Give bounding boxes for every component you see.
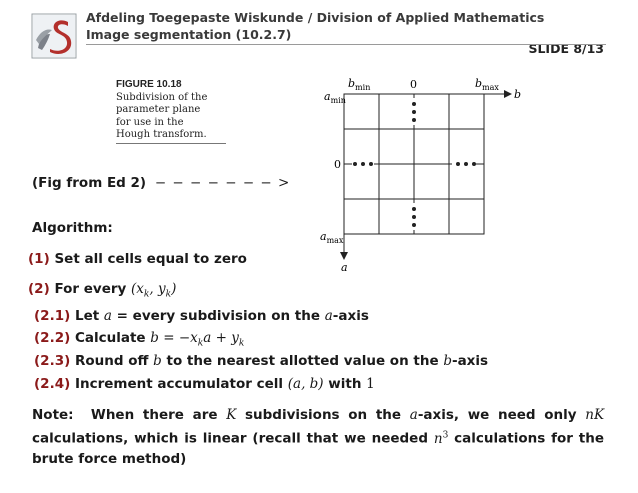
- figure-reference-text: (Fig from Ed 2): [32, 175, 147, 191]
- step-number: (1): [28, 251, 50, 267]
- header-section-title: Image segmentation (10.2.7): [86, 27, 292, 42]
- note-math: $n^3$: [433, 430, 449, 447]
- step-math: (a, b): [287, 376, 324, 392]
- header-divider: [86, 44, 606, 45]
- b-axis-arrow-icon: [504, 90, 512, 98]
- step-math: ($x_k$, $y_k$): [131, 281, 177, 300]
- step-number: (2.1): [34, 308, 71, 324]
- step-number: (2.2): [34, 330, 71, 346]
- a-axis-label: a: [341, 261, 348, 274]
- figure-caption-line: parameter plane: [116, 104, 201, 115]
- vertical-ellipsis-bottom-icon: [412, 207, 416, 227]
- step-equation: $b = -x_ka + y_k$: [150, 330, 245, 349]
- horizontal-ellipsis-left-icon: [353, 162, 373, 166]
- algorithm-heading: Algorithm:: [32, 220, 113, 236]
- step-text: Calculate: [74, 330, 146, 346]
- step-math: a: [103, 308, 112, 324]
- b-max-label: $b_{max}$: [475, 77, 499, 92]
- step-text: -axis: [332, 308, 369, 324]
- step-math: b: [153, 353, 162, 369]
- step-text: Let: [74, 308, 100, 324]
- step-math: a: [324, 308, 333, 324]
- note-text: Note: When there are: [32, 407, 218, 423]
- figure-reference-arrow: − − − − − − − >: [154, 175, 291, 191]
- vertical-ellipsis-top-icon: [412, 102, 416, 122]
- step-math: b: [443, 353, 452, 369]
- university-logo-icon: [30, 12, 78, 60]
- b-axis-label: b: [514, 88, 522, 101]
- note-math: a: [409, 407, 418, 423]
- note-math: K: [226, 407, 237, 423]
- algorithm-step-2-4: [34, 376, 375, 392]
- figure-caption-line: Hough transform.: [116, 129, 207, 140]
- algorithm-step-2-2: [34, 330, 244, 349]
- note-text: calculations for the brute force method): [32, 430, 604, 467]
- figure-title: FIGURE 10.18: [116, 79, 182, 90]
- a-min-label: $a_{min}$: [324, 90, 346, 105]
- horizontal-ellipsis-right-icon: [456, 162, 476, 166]
- step-number: (2): [28, 281, 50, 297]
- a-axis-arrow-icon: [340, 252, 348, 260]
- note-text: calculations, which is linear (recall that we needed: [32, 430, 428, 447]
- figure-caption-rule: [116, 143, 226, 144]
- a-max-label: $a_{max}$: [320, 230, 344, 245]
- algorithm-step-2: [28, 281, 176, 300]
- b-zero-label: 0: [410, 78, 417, 91]
- a-zero-label: 0: [334, 158, 341, 171]
- note-text: -axis, we need only: [417, 407, 577, 423]
- note-paragraph: [32, 405, 604, 469]
- figure-reference: [32, 175, 290, 191]
- step-number: (2.3): [34, 353, 71, 369]
- step-text: Set all cells equal to zero: [54, 251, 247, 267]
- step-text: Round off: [74, 353, 149, 369]
- step-text: = every subdivision on the: [111, 308, 325, 324]
- algorithm-step-1: [28, 251, 247, 267]
- step-text: with: [328, 376, 362, 392]
- step-text: For every: [54, 281, 127, 297]
- step-text: to the nearest allotted value on the: [161, 353, 444, 369]
- note-text: subdivisions on the: [244, 407, 402, 423]
- figure-caption-line: Subdivision of the: [116, 91, 208, 103]
- figure-caption: [116, 79, 226, 142]
- algorithm-step-2-3: [34, 353, 488, 369]
- figure-caption-line: for use in the: [116, 116, 184, 128]
- step-number: (2.4): [34, 376, 71, 392]
- algorithm-step-2-1: [34, 308, 369, 324]
- b-min-label: $b_{min}$: [348, 77, 371, 92]
- step-text: -axis: [451, 353, 489, 369]
- step-text: Increment accumulator cell: [74, 376, 284, 392]
- note-math: nK: [585, 407, 605, 423]
- header-department: Afdeling Toegepaste Wiskunde / Division of Applied Mathematics: [86, 10, 545, 25]
- hough-parameter-grid: [300, 70, 530, 280]
- step-math: 1: [366, 376, 375, 392]
- slide-number: SLIDE 8/13: [528, 41, 604, 56]
